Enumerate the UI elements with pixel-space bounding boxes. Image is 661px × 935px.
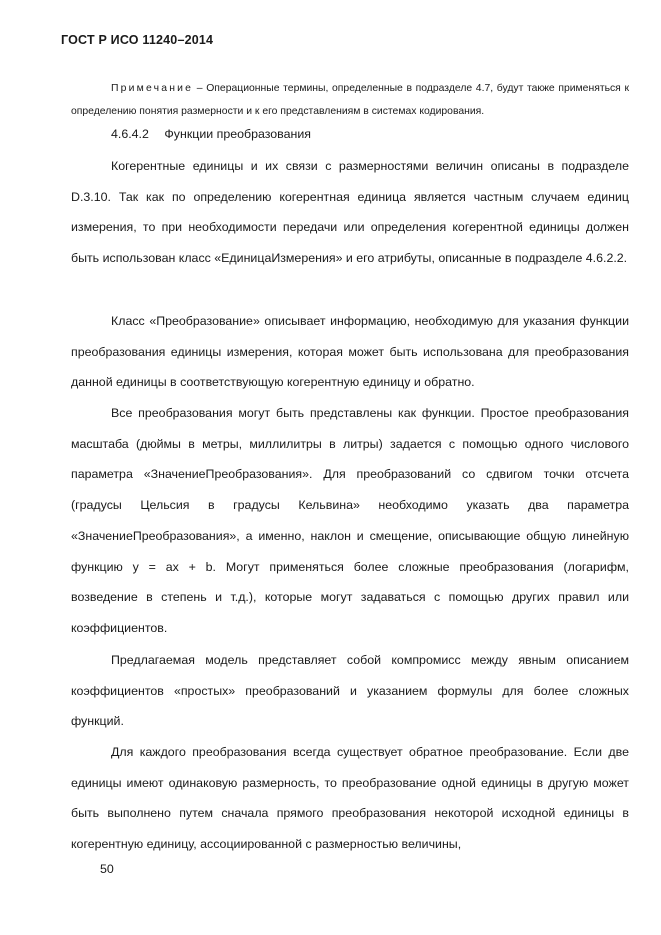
section-number: 4.6.4.2	[111, 127, 149, 141]
paragraph-inverse-conversion: Для каждого преобразования всегда существует обратное преобразование. Если две единицы имеют одинаковую размерность, то преобразование одной единицы в другую может быть выполнено путем сначала прямого преобразования некоторой исходной единицы в когерентную единицу, ассоциированной с размерностью величины,	[71, 745, 629, 852]
paragraph-coherent-units: Когерентные единицы и их связи с размерностями величин описаны в подразделе D.3.10. Так как по определению когерентная единица является частным случаем единиц измерения, то при необходимости передачи или определения когерентной единицы должен быть использован класс «ЕдиницаИзмерения» и его атрибуты, описанные в подразделе 4.6.2.2.	[71, 159, 629, 266]
paragraph-model-compromise: Предлагаемая модель представляет собой компромисс между явным описанием коэффициентов «простых» преобразований и указанием формулы для более сложных функций.	[71, 653, 629, 729]
body-text	[71, 306, 629, 398]
paragraph-conversion-class: Класс «Преобразование» описывает информацию, необходимую для указания функции преобразования единицы измерения, которая может быть использована для преобразования данной единицы в соответствующую когерентную единицу и обратно.	[71, 314, 629, 390]
note-label: Примечание	[111, 83, 194, 94]
document-header: ГОСТ Р ИСО 11240–2014	[61, 33, 214, 47]
section-title: Функции преобразования	[164, 127, 311, 141]
paragraph-conversion-functions: Все преобразования могут быть представлены как функции. Простое преобразования масштаба (дюймы в метры, миллилитры в литры) задается с помощью одного числового параметра «ЗначениеПреобразования». Для преобразований со сдвигом точки отсчета (градусы Цельсия в градусы Кельвина» необходимо указать два параметра «ЗначениеПреобразования», а именно, наклон и смещение, описывающие общую линейную функцию y = ax + b. Могут применяться более сложные преобразования (логарифм, возведение в степень и т.д.), которые могут задаваться с помощью других правил или коэффициентов.	[71, 406, 629, 635]
body-text	[71, 151, 629, 274]
body-text	[71, 398, 629, 644]
body-text	[71, 737, 629, 860]
page-number: 50	[100, 862, 114, 876]
body-text	[71, 645, 629, 737]
note-paragraph	[71, 77, 629, 123]
note-text: – Операционные термины, определенные в подразделе 4.7, будут также применяться к определению понятия размерности и к его представлениям в системах кодирования.	[71, 83, 629, 117]
section-heading	[111, 127, 311, 141]
